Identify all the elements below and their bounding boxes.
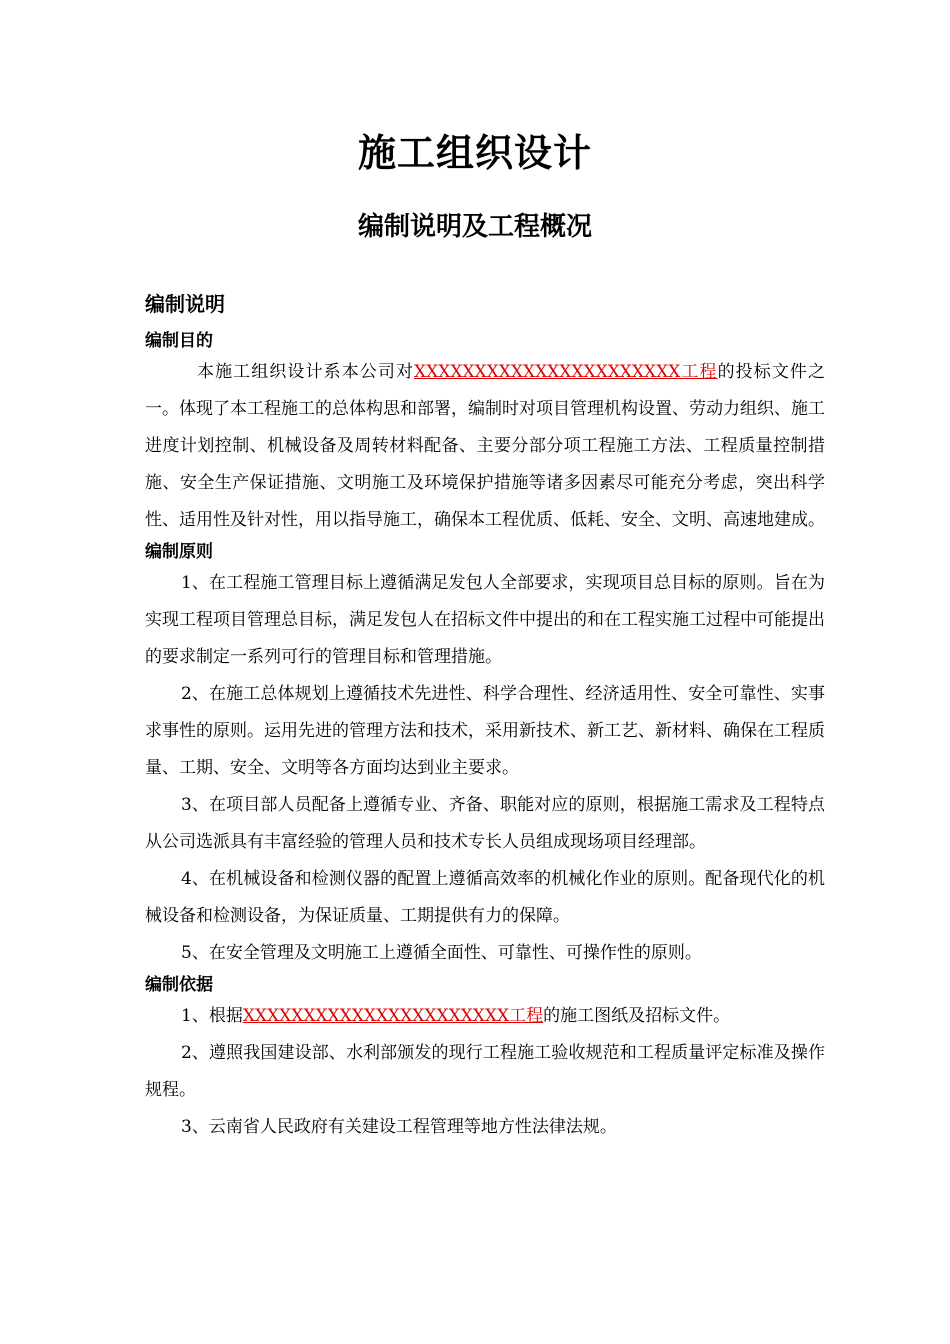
document-body [145, 286, 825, 1146]
document-subtitle: 编制说明及工程概况 [357, 212, 592, 242]
basis-text-pre: 1、根据 [181, 1006, 243, 1026]
section-heading: 编制说明 [145, 292, 225, 316]
basis-item: 3、云南省人民政府有关建设工程管理等地方性法律法规。 [181, 1117, 617, 1137]
principle-item: 5、在安全管理及文明施工上遵循全面性、可靠性、可操作性的原则。 [181, 943, 702, 963]
project-name-link[interactable]: XXXXXXXXXXXXXXXXXXXXXX工程 [242, 1006, 544, 1026]
purpose-text-post: 的投标文件之一。体现了本工程施工的总体构思和部署，编制时对项目管理机构设置、劳动力组织、施工进度计划控制、机械设备及周转材料配备、主要分部分项工程施工方法、工程质量控制措施、安全生产保证措施、文明施工及环境保护措施等诸多因素尽可能充分考虑，突出科学性、适用性及针对性，用以指导施工，确保本工程优质、低耗、安全、文明、高速地建成。 [145, 362, 826, 530]
document-title: 施工组织设计 [357, 130, 592, 175]
purpose-paragraph [145, 354, 825, 539]
principle-item: 1、在工程施工管理目标上遵循满足发包人全部要求，实现项目总目标的原则。旨在为实现工程项目管理总目标，满足发包人在招标文件中提出的和在工程实施工过程中可能提出的要求制定一系列可行的管理目标和管理措施。 [145, 573, 825, 667]
project-name-link[interactable]: XXXXXXXXXXXXXXXXXXXXXX工程 [414, 362, 718, 382]
basis-text-post: 的施工图纸及招标文件。 [543, 1006, 731, 1026]
principle-item: 3、在项目部人员配备上遵循专业、齐备、职能对应的原则，根据施工需求及工程特点从公司选派具有丰富经验的管理人员和技术专长人员组成现场项目经理部。 [145, 795, 825, 852]
basis-heading: 编制依据 [145, 975, 213, 995]
basis-item: 2、遵照我国建设部、水利部颁发的现行工程施工验收规范和工程质量评定标准及操作规程。 [145, 1043, 825, 1100]
basis-item [145, 998, 825, 1035]
principle-item: 4、在机械设备和检测仪器的配置上遵循高效率的机械化作业的原则。配备现代化的机械设备和检测设备，为保证质量、工期提供有力的保障。 [145, 869, 825, 926]
principle-item: 2、在施工总体规划上遵循技术先进性、科学合理性、经济适用性、安全可靠性、实事求事性的原则。运用先进的管理方法和技术，采用新技术、新工艺、新材料、确保在工程质量、工期、安全、文明等各方面均达到业主要求。 [145, 684, 825, 778]
principles-heading: 编制原则 [145, 542, 213, 562]
purpose-text-pre: 本施工组织设计系本公司对 [197, 362, 415, 382]
purpose-heading: 编制目的 [145, 331, 213, 351]
